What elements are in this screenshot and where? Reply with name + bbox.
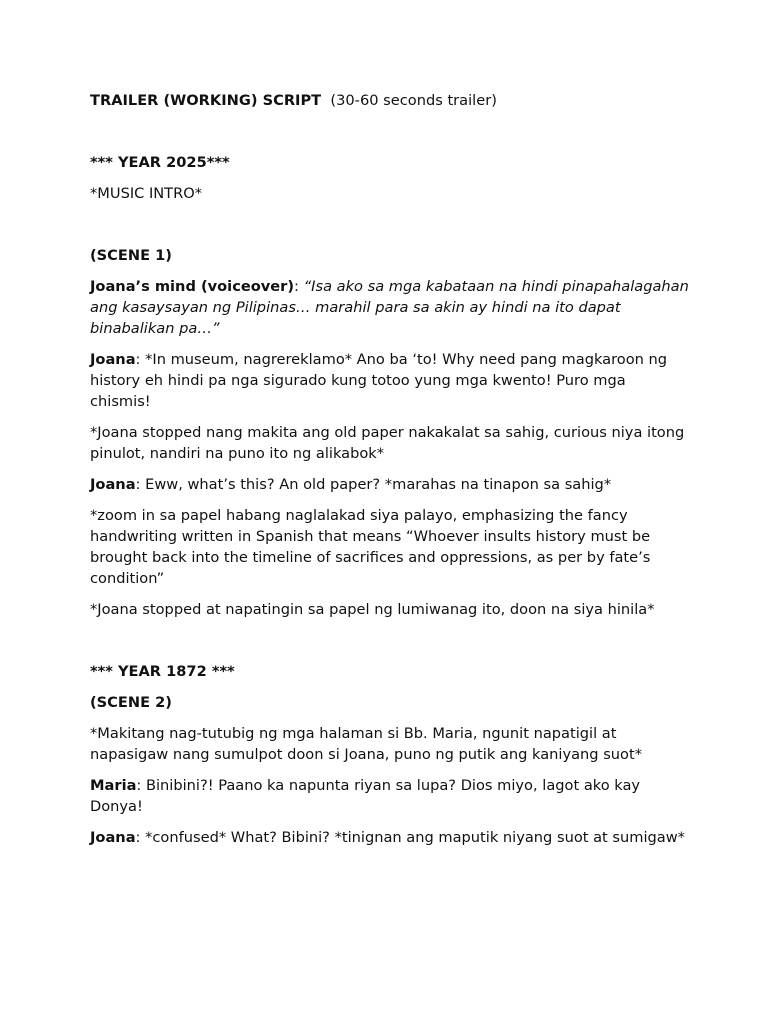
title-heading: TRAILER (WORKING) SCRIPT <box>90 92 322 109</box>
speaker-name: Joana’s mind (voiceover) <box>90 278 295 295</box>
year-2025-heading: *** YEAR 2025*** <box>90 154 230 171</box>
music-intro: *MUSIC INTRO* <box>90 185 203 202</box>
dialogue-text: : *confused* What? Bibini? *tinignan ang maputik niyang suot at sumigaw* <box>135 829 685 846</box>
scene-2-dialogue-1 <box>90 775 690 817</box>
speaker-name: Joana <box>90 351 136 368</box>
dialogue-text: : Binibini?! Paano ka napunta riyan sa lupa? Dios miyo, lagot ako kay Donya! <box>90 777 641 815</box>
speaker-name: Joana <box>90 829 136 846</box>
scene-1-voiceover: Joana’s mind (voiceover): “Isa ako sa mga kabataan na hindi pinapahalagahan ang kasaysayan ng Pilipinas… marahil para sa akin ay hindi na ito dapat binabalikan pa…” <box>90 278 689 337</box>
voiceover-line: “Isa ako sa mga kabataan na hindi pinapahalagahan ang kasaysayan ng Pilipinas… marahil para sa akin ay hindi na ito dapat binabalikan pa…” <box>90 278 689 337</box>
scene-1-label: (SCENE 1) <box>90 247 172 264</box>
dialogue-text: : *In museum, nagrereklamo* Ano ba ‘to! Why need pang magkaroon ng history eh hindi pa nga sigurado kung totoo yung mga kwento! Puro mga chismis! <box>90 351 668 410</box>
scene-1-direction-3: *Joana stopped at napatingin sa papel ng lumiwanag ito, doon na siya hinila* <box>90 601 655 618</box>
dialogue-text: : Eww, what’s this? An old paper? *marahas na tinapon sa sahig* <box>135 476 612 493</box>
scene-1-direction-1: *Joana stopped nang makita ang old paper nakakalat sa sahig, curious niya itong pinulot, nandiri na puno ito ng alikabok* <box>90 424 685 462</box>
speaker-name: Joana <box>90 476 136 493</box>
scene-1-dialogue-1 <box>90 349 690 412</box>
script-title <box>90 90 690 111</box>
title-note: (30-60 seconds trailer) <box>330 92 497 109</box>
scene-2-label: (SCENE 2) <box>90 694 172 711</box>
year-1872-heading: *** YEAR 1872 *** <box>90 663 235 680</box>
speaker-name: Maria <box>90 777 137 794</box>
scene-1-direction-2: *zoom in sa papel habang naglalakad siya palayo, emphasizing the fancy handwriting written in Spanish that means “Whoever insults history must be brought back into the timeline of sacrifices and oppressions, as per by fate’s condition” <box>90 507 651 587</box>
scene-2-dialogue-2 <box>90 827 690 848</box>
scene-1-dialogue-2 <box>90 474 690 495</box>
script-page <box>90 90 690 858</box>
scene-2-direction-1: *Makitang nag-tutubig ng mga halaman si Bb. Maria, ngunit napatigil at napasigaw nang sumulpot doon si Joana, puno ng putik ang kaniyang suot* <box>90 725 642 763</box>
